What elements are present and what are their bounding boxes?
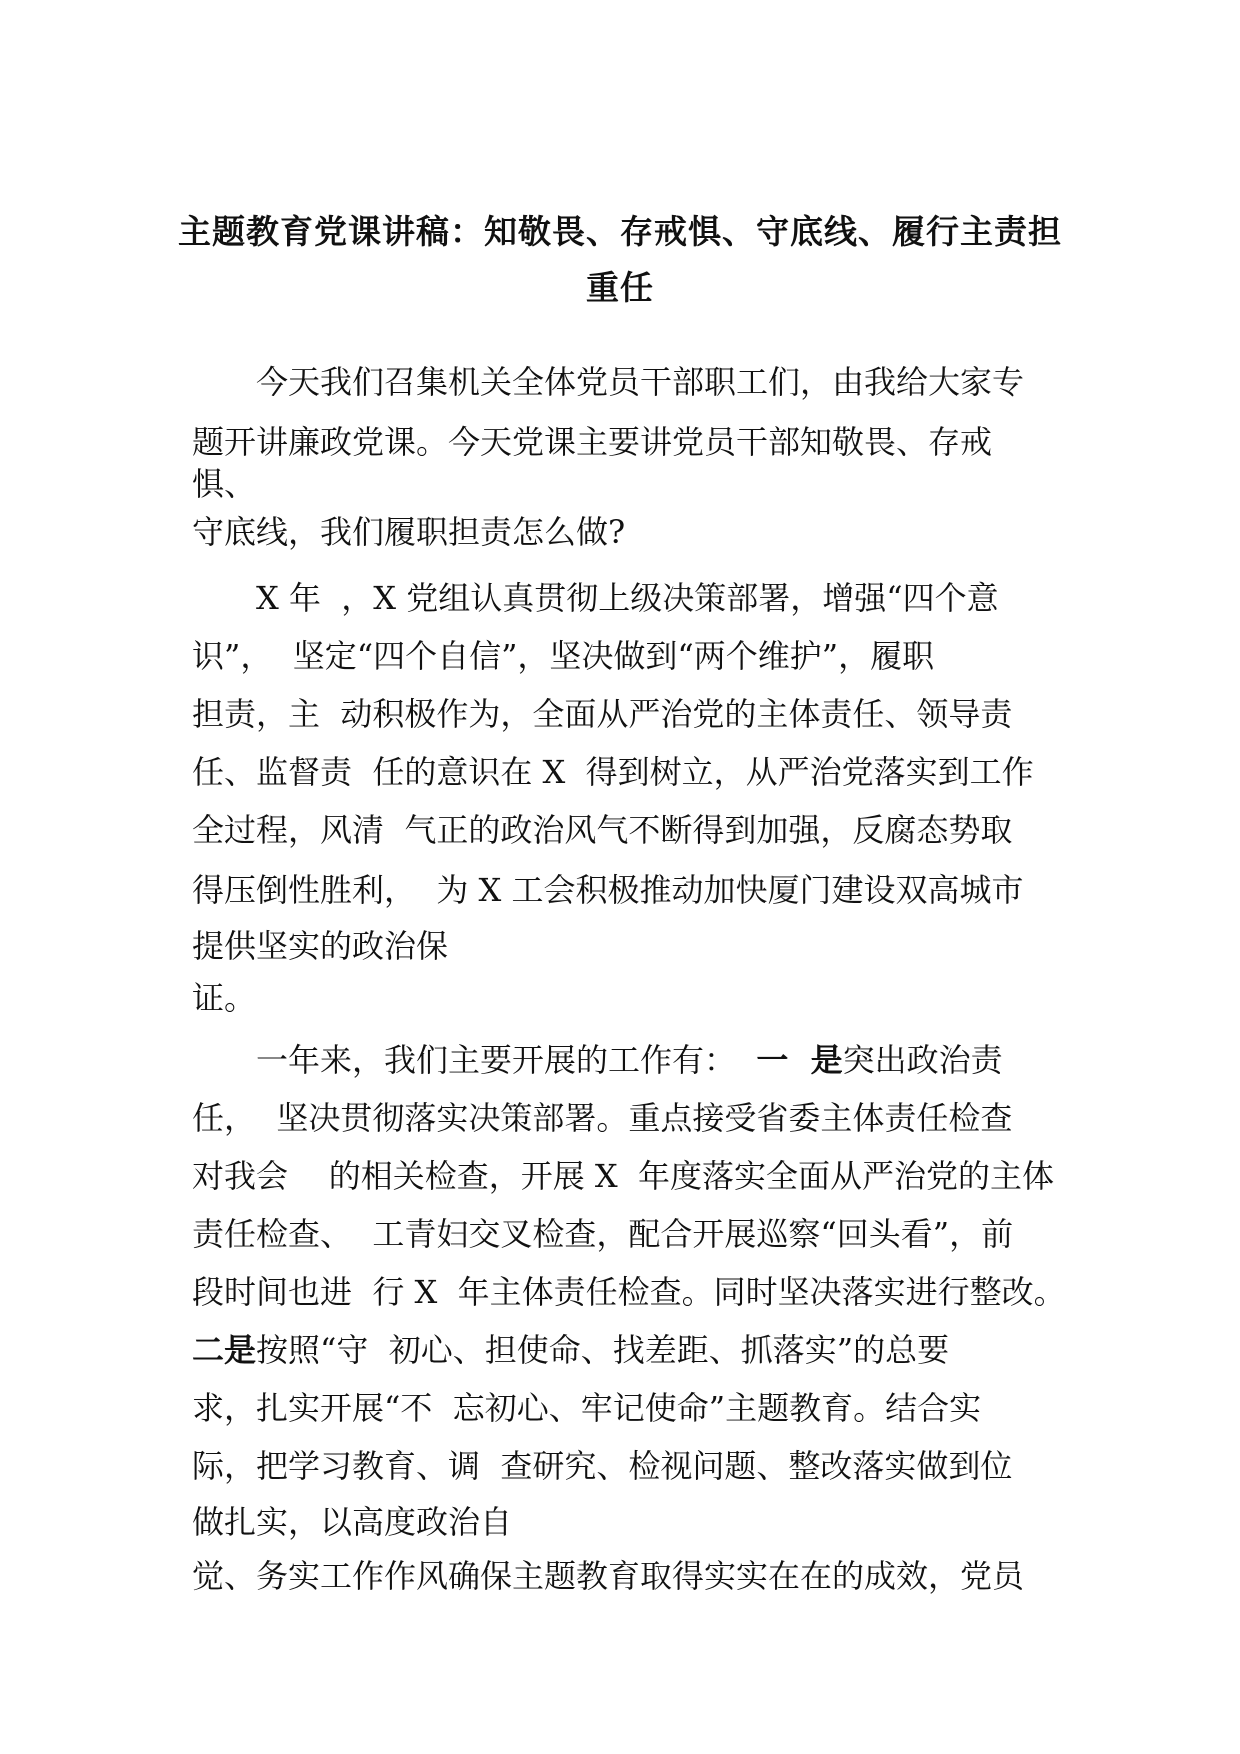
paragraph-2-line-7: 提供坚实的政治保 [192,927,449,965]
paragraph-2-line-2: 识”， 坚定“四个自信”，坚决做到“两个维护”，履职 [192,637,935,675]
paragraph-2-line-3: 担责，主 动积极作为，全面从严治党的主体责任、领导责 [192,695,1013,733]
paragraph-2-line-6: 得压倒性胜利， 为 X 工会积极推动加快厦门建设双高城市 [192,871,1024,909]
document-title-line-1: 主题教育党课讲稿：知敬畏、存戒惧、守底线、履行主责担 [178,212,1062,251]
emphasis-second-point: 二是 [192,1331,257,1369]
paragraph-3-line-6-rest: 按照“守 初心、担使命、找差距、抓落实”的总要 [256,1331,950,1369]
paragraph-3-line-1-rest: 突出政治责 [842,1041,1003,1079]
paragraph-3-line-5: 段时间也进 行 X 年主体责任检查。同时坚决落实进行整改。 [192,1273,1066,1311]
paragraph-2-line-1: X 年 ，X 党组认真贯彻上级决策部署，增强“四个意 [256,579,999,617]
paragraph-3-line-1-text: 一年来，我们主要开展的工作有： [256,1041,757,1079]
paragraph-2-line-5: 全过程，风清 气正的政治风气不断得到加强，反腐态势取 [192,811,1013,849]
emphasis-first-point: 一 是 [756,1041,843,1079]
paragraph-2-line-8: 证。 [192,979,257,1017]
paragraph-3-line-2: 任， 坚决贯彻落实决策部署。重点接受省委主体责任检查 [192,1099,1013,1137]
paragraph-3-line-7: 求，扎实开展“不 忘初心、牢记使命”主题教育。结合实 [192,1389,982,1427]
document-title-line-2: 重任 [586,268,654,307]
paragraph-1-line-4: 守底线，我们履职担责怎么做? [192,513,626,551]
paragraph-1-line-2: 题开讲廉政党课。今天党课主要讲党员干部知敬畏、存戒 [192,423,993,461]
paragraph-3-line-4: 责任检查、 工青妇交叉检查，配合开展巡察“回头看”，前 [192,1215,1014,1253]
paragraph-1-line-3: 惧、 [192,465,257,503]
paragraph-3-line-8: 际，把学习教育、调 查研究、检视问题、整改落实做到位 [192,1447,1013,1485]
paragraph-1-line-1: 今天我们召集机关全体党员干部职工们，由我给大家专 [256,363,1025,401]
paragraph-3-line-9: 做扎实，以高度政治自 [192,1503,513,1541]
paragraph-2-line-4: 任、监督责 任的意识在 X 得到树立，从严治党落实到工作 [192,753,1034,791]
paragraph-3-line-6 [192,1320,949,1380]
paragraph-3-line-3: 对我会 的相关检查，开展 X 年度落实全面从严治党的主体 [192,1157,1054,1195]
paragraph-3-line-10: 觉、务实工作作风确保主题教育取得实实在在的成效，党员 [192,1557,1025,1595]
paragraph-3-line-1 [256,1030,1003,1090]
